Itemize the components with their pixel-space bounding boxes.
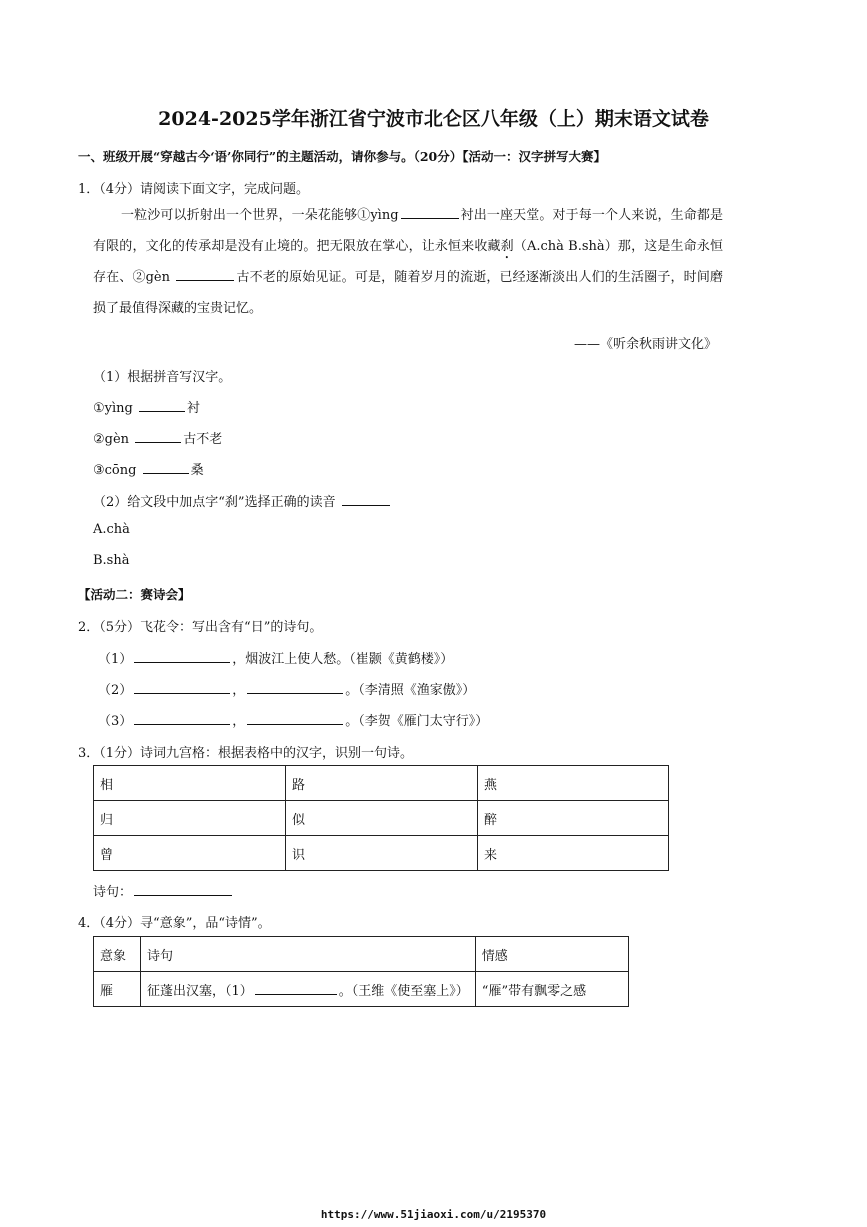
q1-sub1: （1）根据拼音写汉字。 [93, 370, 232, 385]
pinyin-label: ①yìng [93, 401, 137, 416]
footer-url[interactable]: https://www.51jiaoxi.com/u/2195370 [320, 1208, 547, 1221]
pinyin-suffix: 古不老 [183, 432, 223, 447]
poem-blank[interactable] [134, 650, 230, 663]
grid-cell: 曾 [94, 836, 286, 871]
image-cell: 雁 [94, 972, 141, 1007]
passage-part-c: （A.chà B.shà）那，这是生命永恒存在、②gèn [93, 239, 723, 285]
table-row [94, 801, 669, 836]
table-row [94, 972, 629, 1007]
poem-cell [141, 972, 476, 1007]
poem-blank[interactable] [134, 712, 230, 725]
nine-grid-table [93, 765, 669, 871]
option-b[interactable]: B.shà [93, 553, 130, 568]
grid-cell: 似 [286, 801, 478, 836]
pinyin-blank[interactable] [135, 430, 181, 443]
question-3-stem: 3．（1分）诗词九宫格：根据表格中的汉字，识别一句诗。 [78, 746, 414, 761]
poem-part-a: 征蓬出汉塞，（1） [147, 983, 253, 999]
grid-cell: 相 [94, 766, 286, 801]
pinyin-suffix: 衬 [186, 401, 200, 416]
passage-source: ——《听余秋雨讲文化》 [573, 337, 717, 352]
dotted-char: 刹 [500, 239, 514, 254]
comma: ， [232, 714, 246, 729]
pinyin-suffix: 桑 [190, 463, 204, 478]
header-cell: 诗句 [141, 937, 476, 972]
passage-part-b: 衬出一座天堂。对于每一个人来说，生命都是有限的，文化的传承却是没有止境的。把无限放在掌心，让永恒来收藏 [93, 208, 723, 254]
question-1-passage [93, 200, 723, 324]
passage-part-d: 古不老的原始见证。可是，随着岁月的流逝，已经逐渐淡出人们的生活圈子，时间磨损了最值得深藏的宝贵记忆。 [93, 270, 723, 316]
grid-cell: 归 [94, 801, 286, 836]
question-4-stem: 4．（4分）寻“意象”，品“诗情”。 [78, 916, 271, 931]
line-tail: 。（李贺《雁门太守行》） [345, 714, 489, 729]
pinyin-item-1 [93, 397, 200, 416]
poem-part-b: 。（王维《使至塞上》） [338, 983, 469, 999]
grid-cell: 路 [286, 766, 478, 801]
pinyin-blank[interactable] [143, 461, 189, 474]
activity-2-heading: 【活动二：赛诗会】 [78, 587, 191, 602]
poem-blank[interactable] [255, 982, 337, 995]
pinyin-item-2 [93, 428, 222, 447]
line-label: （3） [98, 714, 133, 729]
option-a[interactable]: A.chà [93, 522, 130, 537]
grid-cell: 识 [286, 836, 478, 871]
pinyin-blank[interactable] [139, 399, 185, 412]
q2-line-3 [98, 710, 488, 729]
line-label: （2） [98, 683, 133, 698]
line-tail: 。（李清照《渔家傲》） [345, 683, 476, 698]
table-row [94, 836, 669, 871]
answer-label: 诗句： [93, 885, 133, 900]
passage-part-a: 一粒沙可以折射出一个世界，一朵花能够①yìng [121, 208, 399, 223]
q1-sub2 [93, 491, 392, 510]
sub2-text: （2）给文段中加点字“刹”选择正确的读音 [93, 495, 340, 510]
page-title: 2024-2025学年浙江省宁波市北仑区八年级（上）期末语文试卷 [158, 108, 709, 130]
poem-blank[interactable] [247, 681, 343, 694]
grid-cell: 燕 [478, 766, 669, 801]
grid-cell: 来 [478, 836, 669, 871]
pinyin-item-3 [93, 459, 204, 478]
section-heading-1: 一、班级开展“穿越古今‘语’你同行”的主题活动，请你参与。（20分）【活动一：汉字拼写大赛】 [78, 149, 606, 164]
blank-ying[interactable] [401, 206, 459, 219]
table-row [94, 766, 669, 801]
poem-blank[interactable] [247, 712, 343, 725]
question-1-stem: 1．（4分）请阅读下面文字，完成问题。 [78, 182, 310, 197]
imagery-table [93, 936, 629, 1007]
grid-cell: 醉 [478, 801, 669, 836]
blank-gen[interactable] [176, 268, 234, 281]
question-2-stem: 2．（5分）飞花令：写出含有“日”的诗句。 [78, 620, 323, 635]
line-label: （1） [98, 652, 133, 667]
answer-blank[interactable] [134, 883, 232, 896]
pinyin-label: ③cōng [93, 463, 141, 478]
pinyin-label: ②gèn [93, 432, 134, 447]
q2-line-2 [98, 679, 475, 698]
q3-answer [93, 881, 234, 900]
emotion-cell: “雁”带有飘零之感 [475, 972, 628, 1007]
header-cell: 意象 [94, 937, 141, 972]
line-tail: ，烟波江上使人愁。（崔颢《黄鹤楼》） [232, 652, 454, 667]
table-header-row [94, 937, 629, 972]
q2-line-1 [98, 648, 453, 667]
header-cell: 情感 [475, 937, 628, 972]
comma: ， [232, 683, 246, 698]
poem-blank[interactable] [134, 681, 230, 694]
reading-blank[interactable] [342, 493, 390, 506]
